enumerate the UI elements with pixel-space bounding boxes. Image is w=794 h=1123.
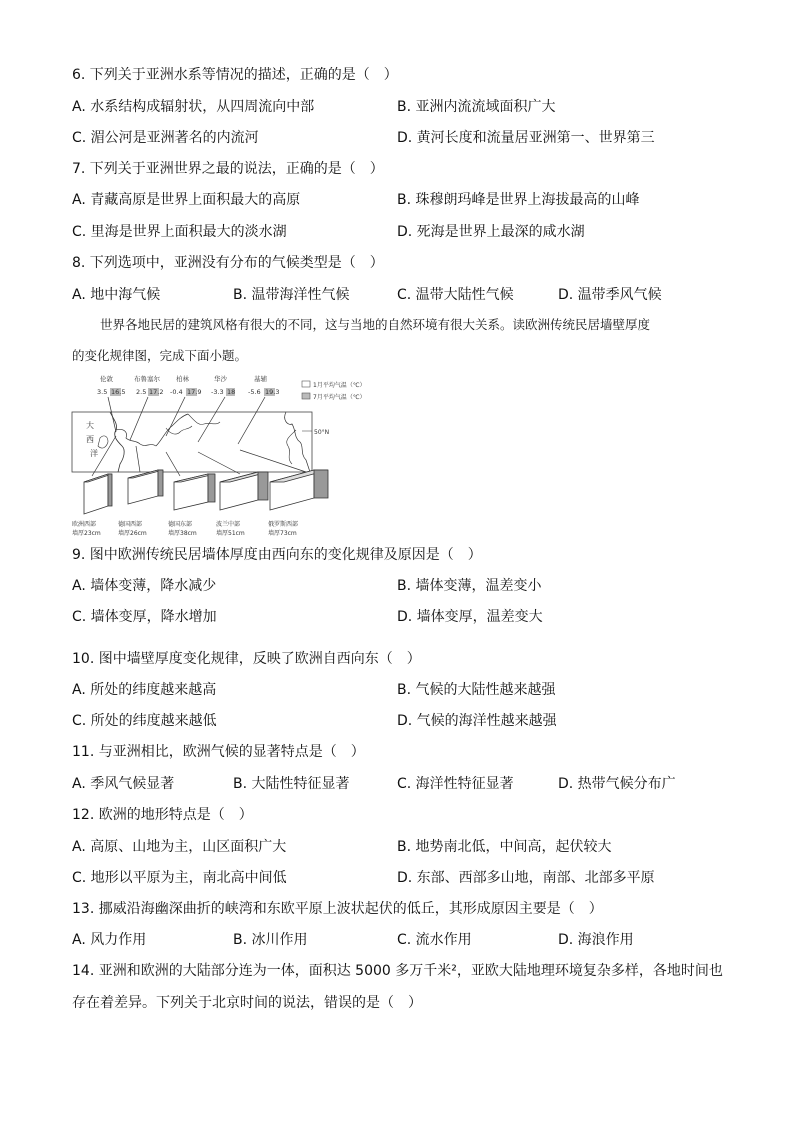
q6-option-a[interactable]: A. 水系结构成辐射状，从四周流向中部 (72, 99, 315, 115)
city-temp-brussels-jan: 2.5 (136, 388, 147, 396)
wall-caption-region-5: 俄罗斯西部 (268, 521, 299, 528)
q8-option-d[interactable]: D. 温带季风气候 (558, 287, 662, 303)
q9-option-d[interactable]: D. 墙体变厚，温差变大 (397, 609, 543, 625)
wall-western-europe (84, 474, 112, 514)
q9-stem: 9. 图中欧洲传统民居墙体厚度由西向东的变化规律及原因是（ ） (72, 547, 482, 563)
q14-stem-line-2: 存在着差异。下列关于北京时间的说法，错误的是（ ） (72, 995, 422, 1011)
wall-caption-thickness-3: 墙厚38cm (168, 530, 197, 537)
q11-option-a[interactable]: A. 季风气候显著 (72, 776, 175, 792)
q11-stem: 11. 与亚洲相比，欧洲气候的显著特点是（ ） (72, 744, 365, 760)
wall-thickness-figure (70, 370, 380, 545)
q14-stem-line-1: 14. 亚洲和欧洲的大陆部分连为一体，面积达 5000 多万千米²，亚欧大陆地理环境复杂多样，各地时间也 (72, 963, 723, 979)
wall-caption-thickness-2: 墙厚26cm (118, 530, 147, 537)
wall-caption-thickness-4: 墙厚51cm (216, 530, 245, 537)
q10-option-b[interactable]: B. 气候的大陆性越来越强 (397, 682, 556, 698)
q6-option-c[interactable]: C. 湄公河是亚洲著名的内流河 (72, 130, 259, 146)
q11-option-d[interactable]: D. 热带气候分布广 (558, 776, 676, 792)
q12-option-d[interactable]: D. 东部、西部多山地，南部、北部多平原 (397, 870, 655, 886)
city-temp-brussels-jul: 17.2 (149, 388, 164, 396)
q7-option-b[interactable]: B. 珠穆朗玛峰是世界上海拔最高的山峰 (397, 192, 640, 208)
city-temp-london-jul: 16.5 (111, 388, 126, 396)
q7-stem: 7. 下列关于亚洲世界之最的说法，正确的是（ ） (72, 161, 384, 177)
wall-western-germany (128, 470, 163, 504)
legend-jul-label: 7月平均气温（℃） (313, 394, 366, 401)
q7-option-a[interactable]: A. 青藏高原是世界上面积最大的高原 (72, 192, 301, 208)
q7-option-c[interactable]: C. 里海是世界上面积最大的淡水湖 (72, 224, 287, 240)
city-temp-berlin-jul: 17.9 (187, 388, 202, 396)
city-temp-warsaw-jul: 18 (227, 388, 236, 396)
wall-caption-region-3: 德国东部 (168, 521, 193, 528)
city-temp-kyiv-jan: -5.6 (248, 388, 261, 396)
wall-diagrams (84, 470, 328, 514)
q13-stem: 13. 挪威沿海幽深曲折的峡湾和东欧平原上波状起伏的低丘，其形成原因主要是（ ） (72, 901, 603, 917)
q13-option-a[interactable]: A. 风力作用 (72, 932, 147, 948)
q12-option-b[interactable]: B. 地势南北低，中间高，起伏较大 (397, 839, 612, 855)
q10-option-a[interactable]: A. 所处的纬度越来越高 (72, 682, 217, 698)
city-temp-berlin-jan: -0.4 (170, 388, 183, 396)
q12-option-c[interactable]: C. 地形以平原为主，南北高中间低 (72, 870, 287, 886)
q6-stem: 6. 下列关于亚洲水系等情况的描述，正确的是（ ） (72, 67, 398, 83)
q10-stem: 10. 图中墙壁厚度变化规律，反映了欧洲自西向东（ ） (72, 651, 421, 667)
q13-option-b[interactable]: B. 冰川作用 (233, 932, 308, 948)
q13-option-d[interactable]: D. 海浪作用 (558, 932, 634, 948)
q8-option-c[interactable]: C. 温带大陆性气候 (397, 287, 514, 303)
q6-option-b[interactable]: B. 亚洲内流流域面积广大 (397, 99, 556, 115)
sea-label-1: 大 (86, 421, 94, 430)
wall-central-poland (220, 472, 268, 510)
city-name-berlin: 柏林 (176, 375, 189, 383)
q12-option-a[interactable]: A. 高原、山地为主，山区面积广大 (72, 839, 287, 855)
city-name-london: 伦敦 (100, 375, 113, 383)
q9-option-c[interactable]: C. 墙体变厚，降水增加 (72, 609, 217, 625)
city-name-kyiv: 基辅 (254, 375, 267, 383)
intro-line-2: 的变化规律图，完成下面小题。 (72, 348, 248, 363)
latitude-label: 50°N (314, 429, 330, 436)
q13-option-c[interactable]: C. 流水作用 (397, 932, 472, 948)
q9-option-a[interactable]: A. 墙体变薄，降水减少 (72, 578, 217, 594)
q11-option-c[interactable]: C. 海洋性特征显著 (397, 776, 514, 792)
q9-option-b[interactable]: B. 墙体变薄，温差变小 (397, 578, 542, 594)
city-temp-kyiv-jul: 19.3 (265, 388, 280, 396)
q8-option-b[interactable]: B. 温带海洋性气候 (233, 287, 350, 303)
city-temp-london-jan: 3.5 (97, 388, 108, 396)
wall-western-russia (270, 470, 328, 510)
intro-line-1: 世界各地民居的建筑风格有很大的不同，这与当地的自然环境有很大关系。读欧洲传统民居墙壁厚度 (100, 317, 651, 332)
q11-option-b[interactable]: B. 大陆性特征显著 (233, 776, 350, 792)
wall-caption-region-4: 波兰中部 (216, 521, 241, 528)
wall-caption-thickness-5: 墙厚73cm (268, 530, 297, 537)
q6-option-d[interactable]: D. 黄河长度和流量居亚洲第一、世界第三 (397, 130, 655, 146)
q7-option-d[interactable]: D. 死海是世界上最深的咸水湖 (397, 224, 585, 240)
q8-stem: 8. 下列选项中，亚洲没有分布的气候类型是（ ） (72, 255, 384, 271)
q8-option-a[interactable]: A. 地中海气候 (72, 287, 161, 303)
wall-caption-region-2: 德国西部 (118, 521, 143, 528)
wall-caption-region-1: 欧洲西部 (72, 521, 97, 528)
q10-option-c[interactable]: C. 所处的纬度越来越低 (72, 713, 217, 729)
city-temp-warsaw-jan: -3.3 (211, 388, 224, 396)
city-name-warsaw: 华沙 (214, 375, 227, 383)
wall-eastern-germany (174, 474, 215, 510)
city-name-brussels: 布鲁塞尔 (134, 375, 160, 383)
legend-jan-label: 1月平均气温（℃） (313, 382, 366, 389)
q12-stem: 12. 欧洲的地形特点是（ ） (72, 807, 253, 823)
q10-option-d[interactable]: D. 气候的海洋性越来越强 (397, 713, 557, 729)
legend-jul-swatch (302, 393, 310, 399)
sea-label-3: 洋 (90, 449, 98, 458)
legend-jan-swatch (302, 381, 310, 387)
sea-label-2: 西 (86, 435, 94, 444)
wall-caption-thickness-1: 墙厚23cm (72, 530, 101, 537)
